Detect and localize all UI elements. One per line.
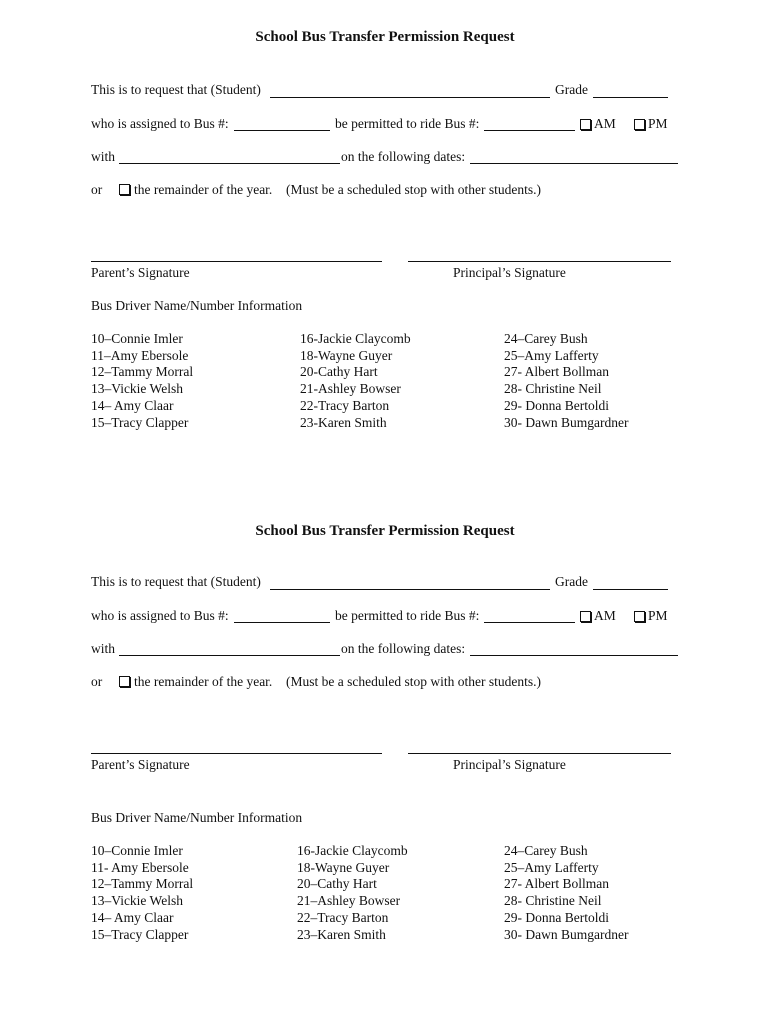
remainder-checkbox[interactable] [119, 184, 130, 195]
parent-signature-label: Parent’s Signature [91, 265, 190, 280]
ride-bus-field[interactable] [484, 622, 575, 623]
driver-list-col-1 [91, 843, 193, 943]
driver-list-col-2 [297, 843, 408, 943]
driver-entry: 27- Albert Bollman [504, 364, 609, 380]
am-checkbox[interactable] [580, 611, 591, 622]
driver-entry: 14– Amy Claar [91, 397, 174, 413]
driver-entry: 18-Wayne Guyer [300, 347, 393, 363]
form-title: School Bus Transfer Permission Request [255, 29, 515, 45]
driver-entry: 21-Ashley Bowser [300, 381, 401, 397]
driver-entry: 23–Karen Smith [297, 926, 386, 942]
scheduled-stop-note: (Must be a scheduled stop with other students.) [286, 674, 541, 689]
or-label: or [91, 674, 103, 689]
scheduled-stop-note: (Must be a scheduled stop with other students.) [286, 182, 541, 197]
driver-entry: 27- Albert Bollman [504, 876, 609, 892]
ride-bus-label: be permitted to ride Bus #: [335, 608, 480, 623]
driver-entry: 16-Jackie Claycomb [300, 331, 411, 346]
driver-entry: 10–Connie Imler [91, 843, 183, 858]
driver-entry: 25–Amy Lafferty [504, 347, 599, 363]
driver-info-heading: Bus Driver Name/Number Information [91, 298, 303, 313]
am-label: AM [594, 116, 616, 131]
grade-field[interactable] [593, 97, 668, 98]
assigned-bus-field[interactable] [234, 130, 330, 131]
principal-signature-line[interactable] [408, 261, 671, 262]
driver-entry: 10–Connie Imler [91, 331, 183, 346]
driver-entry: 18-Wayne Guyer [297, 859, 390, 875]
principal-signature-label: Principal’s Signature [453, 265, 566, 280]
driver-entry: 22–Tracy Barton [297, 909, 389, 925]
or-label: or [91, 182, 103, 197]
pm-checkbox[interactable] [634, 119, 645, 130]
driver-entry: 25–Amy Lafferty [504, 859, 599, 875]
remainder-label: the remainder of the year. [134, 674, 273, 689]
with-label: with [91, 641, 116, 656]
permission-form-1 [0, 0, 770, 500]
driver-entry: 11- Amy Ebersole [91, 859, 189, 875]
am-checkbox[interactable] [580, 119, 591, 130]
driver-entry: 30- Dawn Bumgardner [504, 926, 629, 942]
driver-entry: 28- Christine Neil [504, 381, 602, 397]
driver-list-col-3 [504, 843, 628, 943]
request-label: This is to request that (Student) [91, 82, 261, 97]
driver-info-heading: Bus Driver Name/Number Information [91, 810, 303, 825]
remainder-checkbox[interactable] [119, 676, 130, 687]
student-field[interactable] [270, 97, 550, 98]
student-field[interactable] [270, 589, 550, 590]
driver-entry: 24–Carey Bush [504, 331, 588, 346]
driver-entry: 23-Karen Smith [300, 414, 387, 430]
driver-list-col-3 [504, 331, 628, 431]
remainder-label: the remainder of the year. [134, 182, 273, 197]
driver-entry: 20–Cathy Hart [297, 876, 377, 892]
assigned-bus-label: who is assigned to Bus #: [91, 116, 229, 131]
parent-signature-line[interactable] [91, 753, 382, 754]
principal-signature-line[interactable] [408, 753, 671, 754]
ride-bus-field[interactable] [484, 130, 575, 131]
driver-entry: 14– Amy Claar [91, 909, 174, 925]
driver-list-col-1 [91, 331, 193, 431]
dates-field[interactable] [470, 655, 678, 656]
driver-entry: 15–Tracy Clapper [91, 926, 189, 942]
dates-field[interactable] [470, 163, 678, 164]
principal-signature-label: Principal’s Signature [453, 757, 566, 772]
parent-signature-line[interactable] [91, 261, 382, 262]
permission-form-2 [0, 492, 770, 992]
driver-entry: 12–Tammy Morral [91, 876, 194, 892]
driver-entry: 12–Tammy Morral [91, 364, 194, 380]
pm-label: PM [648, 608, 668, 623]
driver-entry: 29- Donna Bertoldi [504, 909, 609, 925]
driver-entry: 28- Christine Neil [504, 893, 602, 909]
dates-label: on the following dates: [341, 641, 466, 656]
driver-entry: 11–Amy Ebersole [91, 347, 189, 363]
with-label: with [91, 149, 116, 164]
grade-field[interactable] [593, 589, 668, 590]
assigned-bus-label: who is assigned to Bus #: [91, 608, 229, 623]
driver-entry: 21–Ashley Bowser [297, 893, 401, 909]
driver-entry: 24–Carey Bush [504, 843, 588, 858]
driver-list-col-2 [300, 331, 411, 431]
grade-label: Grade [555, 82, 588, 97]
pm-checkbox[interactable] [634, 611, 645, 622]
ride-bus-label: be permitted to ride Bus #: [335, 116, 480, 131]
pm-label: PM [648, 116, 668, 131]
assigned-bus-field[interactable] [234, 622, 330, 623]
dates-label: on the following dates: [341, 149, 466, 164]
request-label: This is to request that (Student) [91, 574, 261, 589]
form-title: School Bus Transfer Permission Request [255, 523, 515, 539]
grade-label: Grade [555, 574, 588, 589]
with-field[interactable] [119, 163, 340, 164]
driver-entry: 13–Vickie Welsh [91, 381, 183, 397]
driver-entry: 20-Cathy Hart [300, 364, 378, 380]
driver-entry: 15–Tracy Clapper [91, 414, 189, 430]
am-label: AM [594, 608, 616, 623]
driver-entry: 13–Vickie Welsh [91, 893, 183, 909]
driver-entry: 16-Jackie Claycomb [297, 843, 408, 858]
driver-entry: 30- Dawn Bumgardner [504, 414, 629, 430]
driver-entry: 29- Donna Bertoldi [504, 397, 609, 413]
with-field[interactable] [119, 655, 340, 656]
driver-entry: 22-Tracy Barton [300, 397, 390, 413]
parent-signature-label: Parent’s Signature [91, 757, 190, 772]
